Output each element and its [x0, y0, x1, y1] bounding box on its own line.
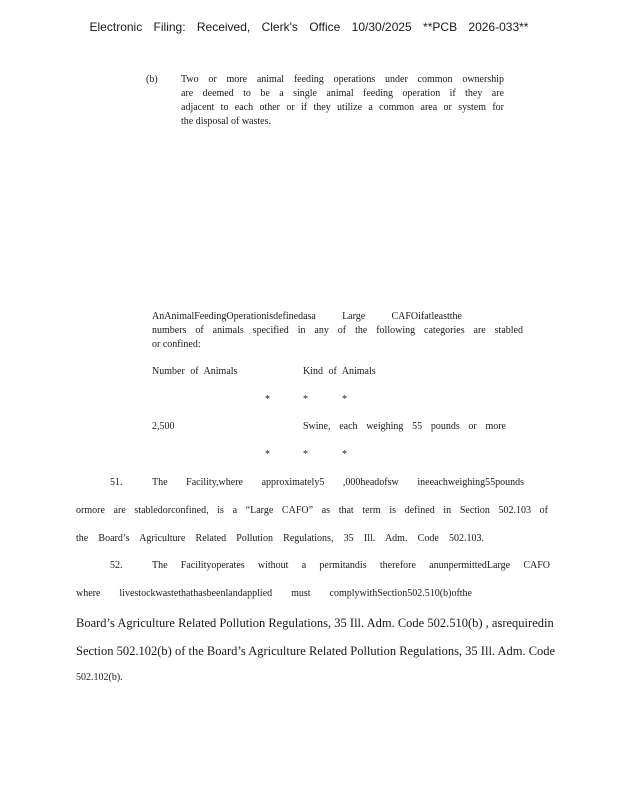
para-51-line-3: the Board’s Agriculture Related Pollution Regulations, 35 Ill. Adm. Code 502.103. [76, 533, 484, 544]
definition-line-3: or confined: [152, 339, 201, 350]
definition-line-2: numbers of animals specified in any of the following categories are stabled [152, 325, 523, 336]
clause-b-line-4: the disposal of wastes. [181, 116, 271, 127]
table-header-number: Number of Animals [152, 366, 238, 377]
para-51-line-1: The Facility,where approximately5 ,000headofsw ineeachweighing55pounds [152, 477, 524, 488]
para-51-number: 51. [110, 477, 123, 488]
para-52-number: 52. [110, 560, 123, 571]
ellipsis-star: * [265, 394, 270, 405]
ellipsis-star: * [303, 449, 308, 460]
ellipsis-star: * [265, 449, 270, 460]
ellipsis-star: * [342, 394, 347, 405]
clause-b-label: (b) [146, 74, 158, 85]
para-52-line-5: 502.102(b). [76, 672, 123, 683]
table-row-number: 2,500 [152, 421, 175, 432]
ellipsis-star: * [342, 449, 347, 460]
para-51-line-2: ormore are stabledorconfined, is a “Large CAFO” as that term is defined in Section 502.103 of [76, 505, 548, 516]
filing-header: Electronic Filing: Received, Clerk's Office 10/30/2025 **PCB 2026-033** [89, 20, 529, 34]
clause-b-line-2: are deemed to be a single animal feeding operation if they are [181, 88, 504, 99]
clause-b-line-3: adjacent to each other or if they utilize a common area or system for [181, 102, 504, 113]
para-52-line-1: The Facilityoperates without a permitandis therefore anunpermittedLarge CAFO [152, 560, 550, 571]
definition-line-1: AnAnimalFeedingOperationisdefinedasa Large CAFOifatleastthe [152, 311, 462, 322]
table-row-kind: Swine, each weighing 55 pounds or more [303, 421, 506, 432]
para-52-line-3: Board’s Agriculture Related Pollution Regulations, 35 Ill. Adm. Code 502.510(b) , asrequiredin [76, 616, 554, 630]
clause-b-line-1: Two or more animal feeding operations under common ownership [181, 74, 504, 85]
table-header-kind: Kind of Animals [303, 366, 376, 377]
para-52-line-4: Section 502.102(b) of the Board’s Agriculture Related Pollution Regulations, 35 Ill. Adm. Code [76, 644, 556, 658]
para-52-line-2: where livestockwastethathasbeenlandapplied must complywithSection502.510(b)ofthe [76, 588, 472, 599]
ellipsis-star: * [303, 394, 308, 405]
